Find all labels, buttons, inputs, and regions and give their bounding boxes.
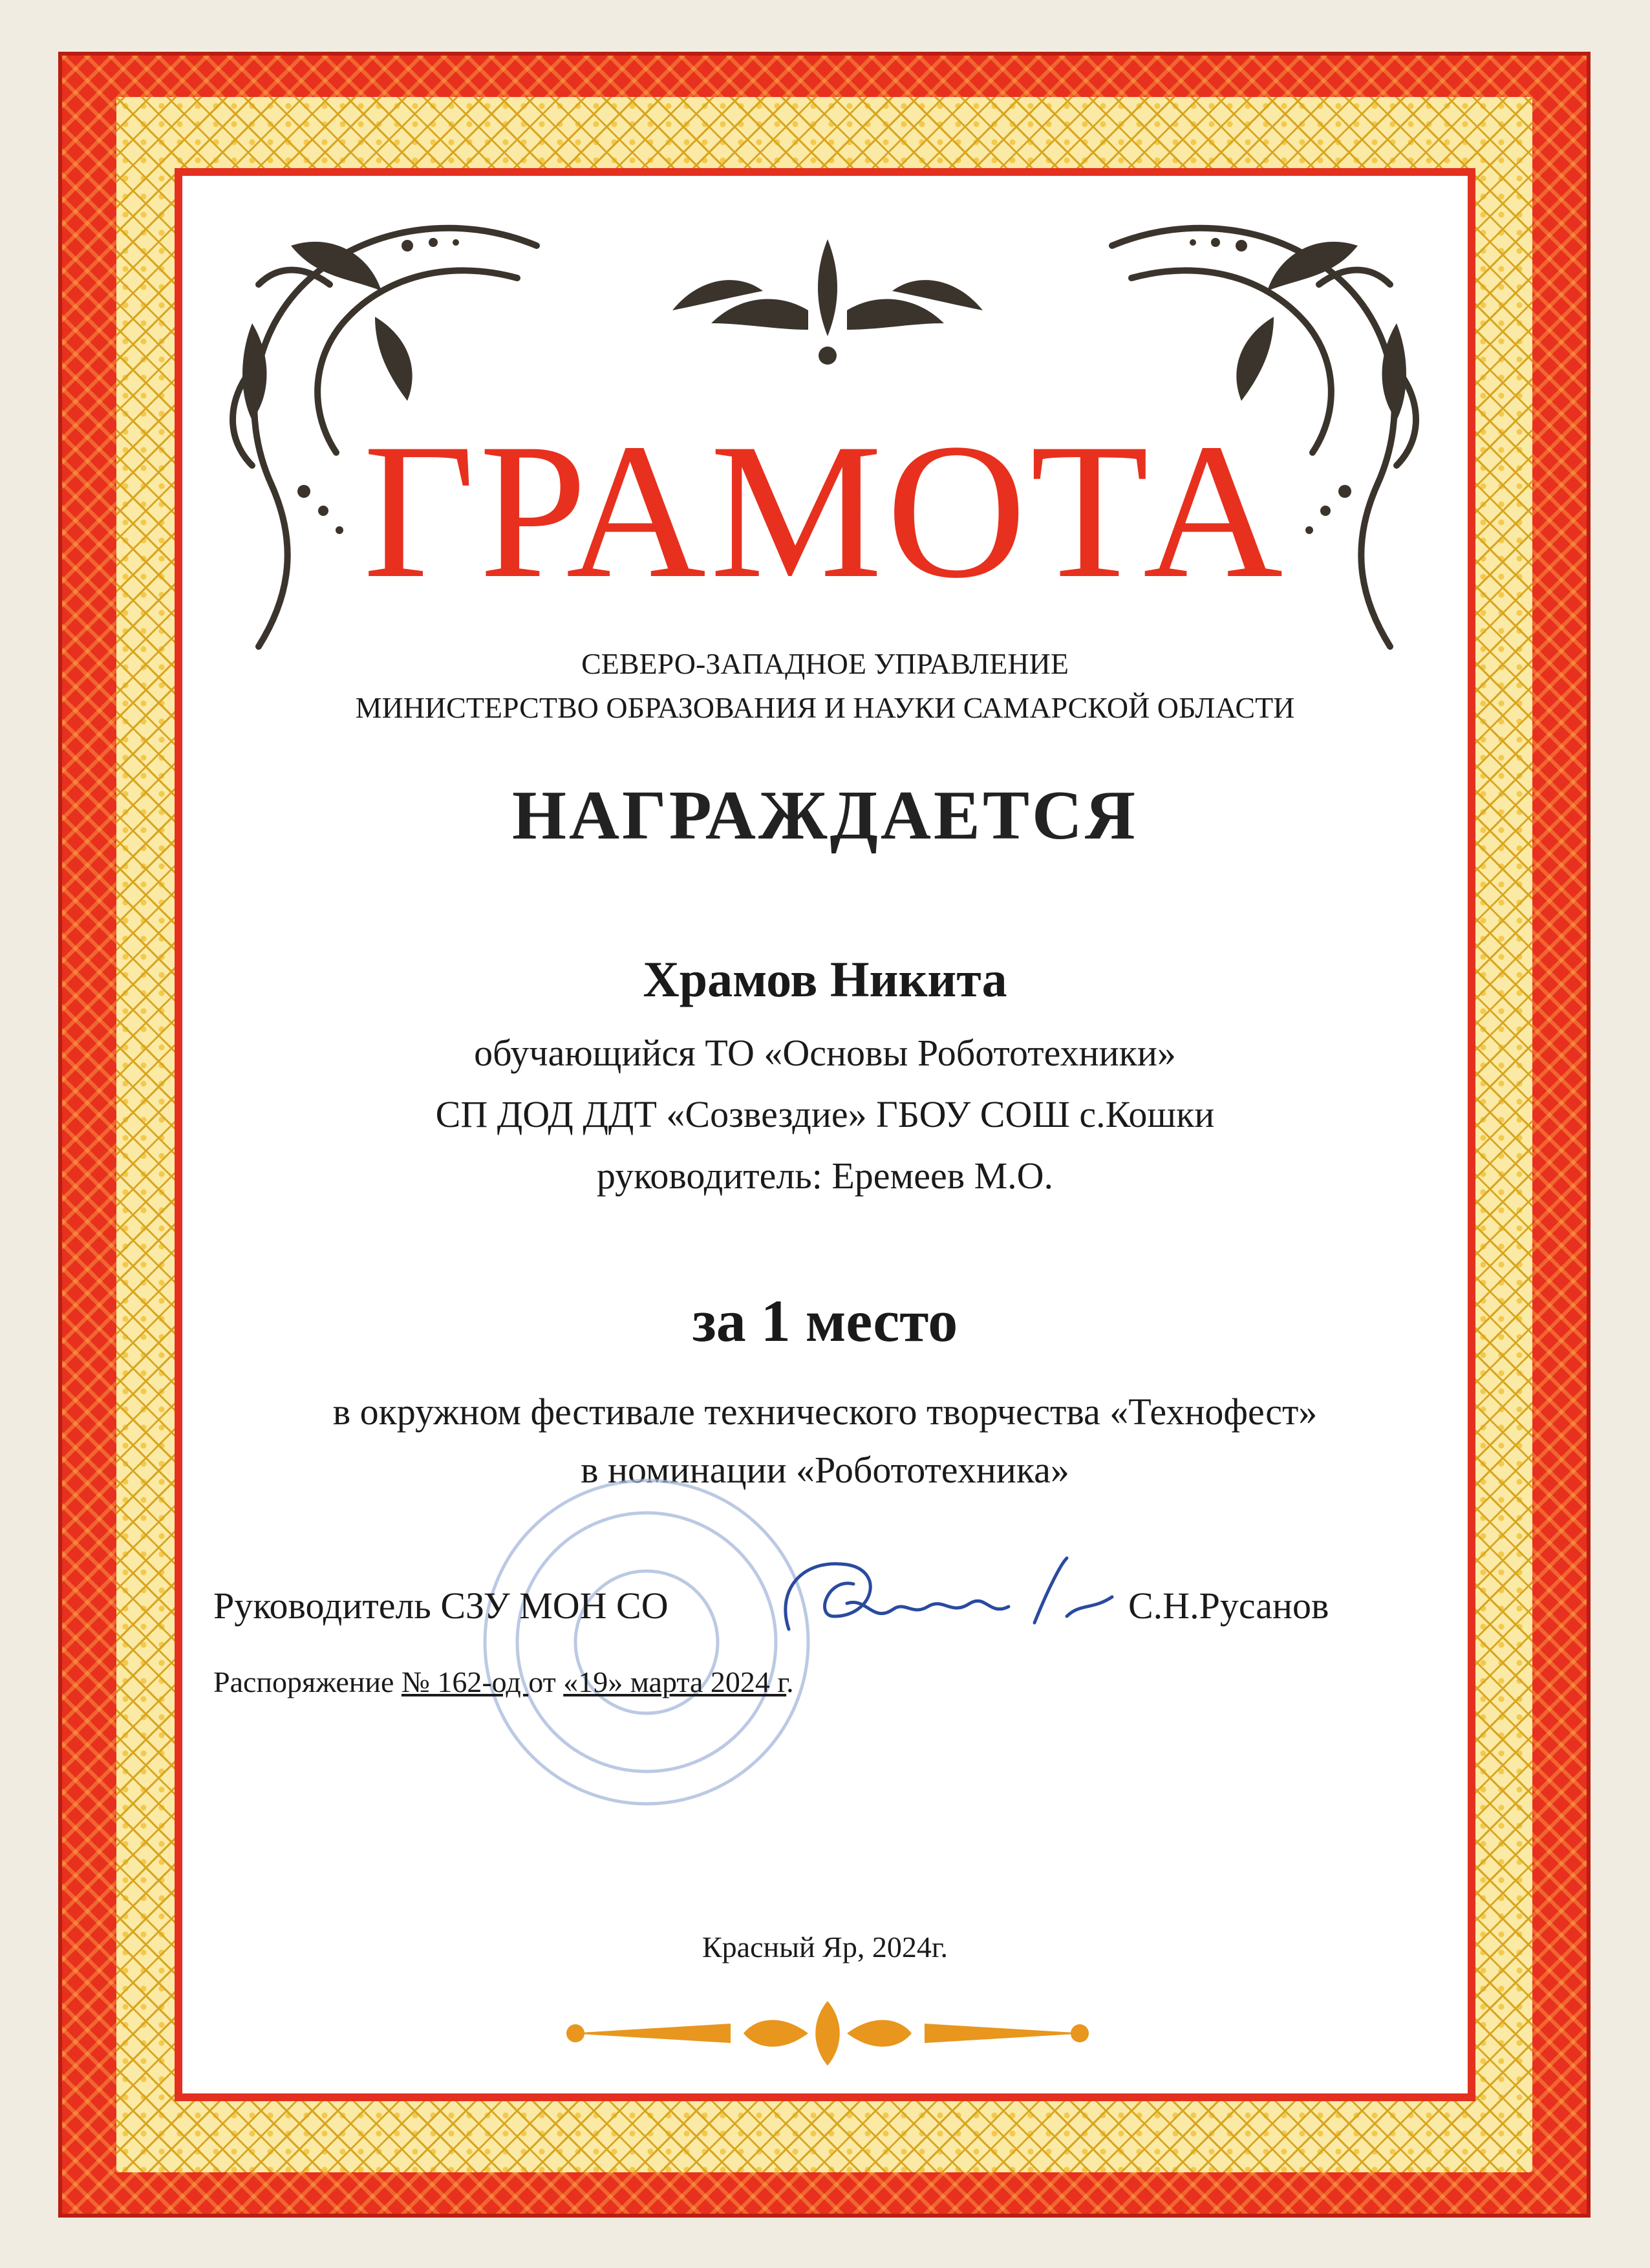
- recipient-detail-1: обучающийся ТО «Основы Робототехники»: [474, 1032, 1176, 1074]
- festival-line-2: в номинации «Робототехника»: [581, 1449, 1069, 1491]
- order-number: № 162-од: [401, 1665, 529, 1698]
- center-flourish-icon: [659, 233, 996, 375]
- organization-line-2: МИНИСТЕРСТВО ОБРАЗОВАНИЯ И НАУКИ САМАРСКОЙ ОБЛАСТИ: [355, 691, 1295, 724]
- order-date: «19» марта 2024 г: [563, 1665, 787, 1698]
- order-from: от: [528, 1665, 556, 1698]
- order-suffix: .: [786, 1665, 794, 1698]
- recipient-name: Храмов Никита: [643, 951, 1007, 1007]
- city-year: Красный Яр, 2024г.: [702, 1931, 948, 1963]
- festival-line-1: в окружном фестивале технического творчества «Технофест»: [332, 1391, 1318, 1433]
- bottom-flourish-icon: [562, 1995, 1093, 2072]
- signature-mark: [763, 1539, 1125, 1655]
- place-awarded: за 1 место: [692, 1288, 958, 1354]
- recipient-detail-3: руководитель: Еремеев М.О.: [596, 1155, 1054, 1197]
- organization-line-1: СЕВЕРО-ЗАПАДНОЕ УПРАВЛЕНИЕ: [581, 647, 1069, 680]
- signer-name: С.Н.Русанов: [1128, 1585, 1329, 1627]
- awarded-heading: НАГРАЖДАЕТСЯ: [511, 777, 1138, 854]
- certificate-title: ГРАМОТА: [363, 403, 1287, 618]
- recipient-detail-2: СП ДОД ДДТ «Созвездие» ГБОУ СОШ с.Кошки: [435, 1093, 1215, 1135]
- order-reference: [213, 1665, 794, 1699]
- order-prefix: Распоряжение: [213, 1665, 394, 1698]
- signer-position: Руководитель СЗУ МОН СО: [213, 1585, 669, 1627]
